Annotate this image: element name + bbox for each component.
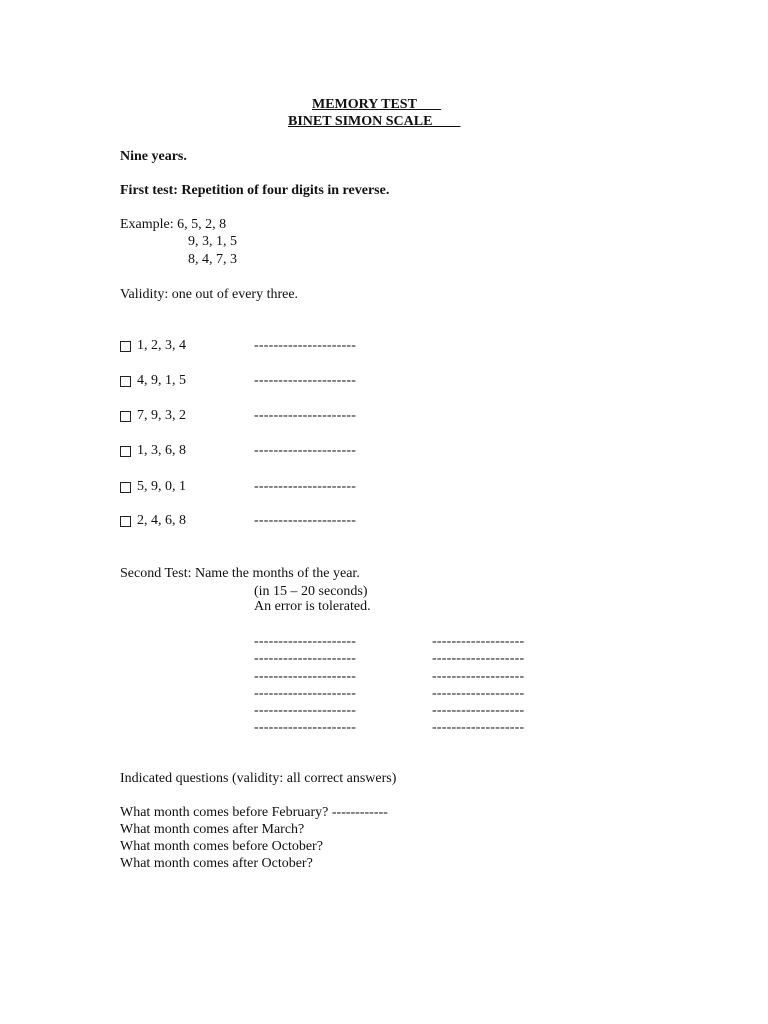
month-blank-left: --------------------- (254, 720, 357, 735)
digit-item (120, 478, 186, 495)
answer-blank: --------------------- (254, 479, 357, 494)
checkbox[interactable] (120, 411, 131, 422)
answer-blank: --------------------- (254, 408, 357, 423)
month-blank-right: ------------------- (432, 720, 525, 735)
example-label (120, 216, 226, 233)
month-blank-right: ------------------- (432, 686, 525, 701)
digit-item (120, 512, 186, 529)
example-label-text: Example: (120, 217, 178, 232)
digit-item (120, 372, 186, 389)
month-blank-left: --------------------- (254, 686, 357, 701)
example-sequence: 6, 5, 2, 8 (177, 217, 227, 232)
time-note: (in 15 – 20 seconds) (254, 584, 368, 599)
digit-sequence: 1, 3, 6, 8 (137, 443, 186, 458)
month-blank-left: --------------------- (254, 651, 357, 666)
question-item: What month comes after March? (120, 822, 305, 837)
month-blank-right: ------------------- (432, 669, 525, 684)
month-blank-right: ------------------- (432, 703, 525, 718)
digit-item (120, 407, 186, 424)
answer-blank: --------------------- (254, 338, 357, 353)
answer-blank: --------------------- (254, 513, 357, 528)
month-blank-left: --------------------- (254, 634, 357, 649)
month-blank-left: --------------------- (254, 669, 357, 684)
question-item: What month comes after October? (120, 856, 313, 871)
digit-item (120, 337, 186, 354)
error-note: An error is tolerated. (254, 599, 371, 614)
digit-sequence: 2, 4, 6, 8 (137, 513, 186, 528)
question-item: What month comes before October? (120, 839, 323, 854)
example-sequence: 9, 3, 1, 5 (188, 234, 237, 249)
validity-note: Validity: one out of every three. (120, 287, 299, 302)
digit-sequence: 1, 2, 3, 4 (137, 338, 186, 353)
digit-item (120, 442, 186, 459)
question-item: What month comes before February? ------------ (120, 805, 388, 820)
digit-sequence: 7, 9, 3, 2 (137, 408, 186, 423)
checkbox[interactable] (120, 341, 131, 352)
first-test-heading: First test: Repetition of four digits in reverse. (120, 183, 390, 198)
checkbox[interactable] (120, 516, 131, 527)
age-heading: Nine years. (120, 149, 187, 164)
document-subtitle: BINET SIMON SCALE (288, 114, 461, 129)
digit-sequence: 4, 9, 1, 5 (137, 373, 186, 388)
document-title: MEMORY TEST (312, 97, 442, 112)
checkbox[interactable] (120, 446, 131, 457)
answer-blank: --------------------- (254, 443, 357, 458)
digit-sequence: 5, 9, 0, 1 (137, 479, 186, 494)
checkbox[interactable] (120, 482, 131, 493)
second-test-heading: Second Test: Name the months of the year. (120, 566, 360, 581)
answer-blank: --------------------- (254, 373, 357, 388)
indicated-questions-heading: Indicated questions (validity: all correct answers) (120, 771, 397, 786)
month-blank-right: ------------------- (432, 651, 525, 666)
month-blank-right: ------------------- (432, 634, 525, 649)
checkbox[interactable] (120, 376, 131, 387)
month-blank-left: --------------------- (254, 703, 357, 718)
example-sequence: 8, 4, 7, 3 (188, 252, 237, 267)
